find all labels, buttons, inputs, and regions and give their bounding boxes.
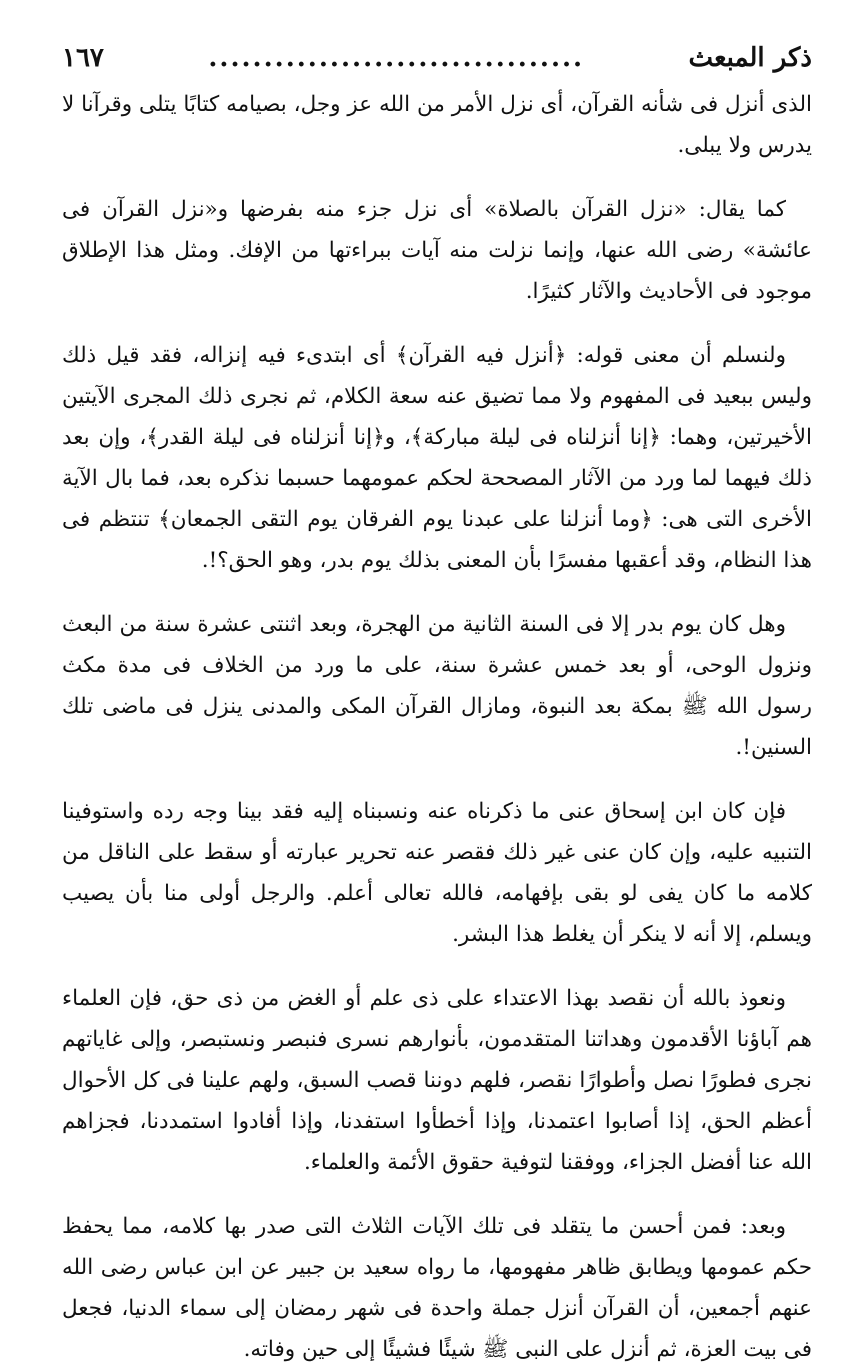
paragraph-gap [62,176,812,177]
paragraph-1: الذى أنزل فى شأنه القرآن، أى نزل الأمر من الله عز وجل، بصيامه كتابًا يتلى وقرآنا لا يدرس ولا يبلى. [62,92,812,158]
paragraph-gap [62,591,812,592]
paragraph-gap [62,965,812,966]
page-number: ١٦٧ [62,43,104,73]
paragraph-3: ولنسلم أن معنى قوله: ﴿أنزل فيه القرآن﴾ أى ابتدىء فيه إنزاله، فقد قيل ذلك وليس ببعيد فى المفهوم ولا مما تضيق عنه سعة الكلام، ثم نجرى ذلك المجرى الآيتين الأخيرتين، وهما: ﴿إنا أنزلناه فى ليلة مباركة﴾، و﴿إنا أنزلناه فى ليلة القدر﴾، وإن بعد ذلك فيهما لما ورد من الآثار المصححة لحكم عمومهما حسبما نذكره بعد، فما بال الآية الأخرى التى هى: ﴿وما أنزلنا على عبدنا يوم الفرقان يوم التقى الجمعان﴾ تنتظم فى هذا النظام، وقد أعقبها مفسرًا بأن المعنى بذلك يوم بدر، وهو الحق؟!. [62,343,812,573]
paragraph-gap [62,1193,812,1194]
leader-dots: .................................. [208,43,585,73]
paragraph-gap [62,778,812,779]
paragraph-gap [62,322,812,323]
paragraph-6: ونعوذ بالله أن نقصد بهذا الاعتداء على ذى علم أو الغض من ذى حق، فإن العلماء هم آباؤنا الأقدمون وهداتنا المتقدمون، بأنوارهم نسرى فنبصر ونستبصر، وإلى غاياتهم نجرى فطورًا نصل وأطوارًا نقصر، فلهم دوننا قصب السبق، ولهم علينا فى كل الأحوال أعظم الحق، إذا أصابوا اعتمدنا، وإذا أخطأوا استفدنا، وإذا أفادوا استمددنا، فجزاهم الله عنا أفضل الجزاء، ووفقنا لتوفية حقوق الأئمة والعلماء. [62,986,812,1175]
paragraph-7: وبعد: فمن أحسن ما يتقلد فى تلك الآيات الثلاث التى صدر بها كلامه، مما يحفظ حكم عمومها ويطابق ظاهر مفهومها، ما رواه سعيد بن جبير عن ابن عباس رضى الله عنهم أجمعين، أن القرآن أنزل جملة واحدة فى شهر رمضان إلى سماء الدنيا، فجعل فى بيت العزة، ثم أنزل على النبى ﷺ شيئًا فشيئًا إلى حين وفاته. [62,1214,812,1362]
paragraph-4: وهل كان يوم بدر إلا فى السنة الثانية من الهجرة، وبعد اثنتى عشرة سنة من البعث ونزول الوحى، أو بعد خمس عشرة سنة، على ما ورد من الخلاف فى مدة مكث رسول الله ﷺ بمكة بعد النبوة، ومازال القرآن المكى والمدنى ينزل فى ماضى تلك السنين!. [62,612,812,760]
paragraph-2: كما يقال: «نزل القرآن بالصلاة» أى نزل جزء منه بفرضها و«نزل القرآن فى عائشة» رضى الله عنها، وإنما نزلت منه آيات ببراءتها من الإفك. ومثل هذا الإطلاق موجود فى الأحاديث والآثار كثيرًا. [62,197,812,304]
paragraph-5: فإن كان ابن إسحاق عنى ما ذكرناه عنه ونسبناه إليه فقد بينا وجه رده واستوفينا التنبيه عليه، وإن كان عنى غير ذلك فقصر عنه تحرير عبارته أو سقط على الناقل من كلامه ما كان يفى لو بقى بإفهامه، فالله تعالى أعلم. والرجل أولى منا بأن يصيب ويسلم، إلا أنه لا ينكر أن يغلط هذا البشر. [62,799,812,947]
page-body [62,84,812,1370]
chapter-title: ذكر المبعث [688,43,812,73]
running-header [62,38,812,84]
